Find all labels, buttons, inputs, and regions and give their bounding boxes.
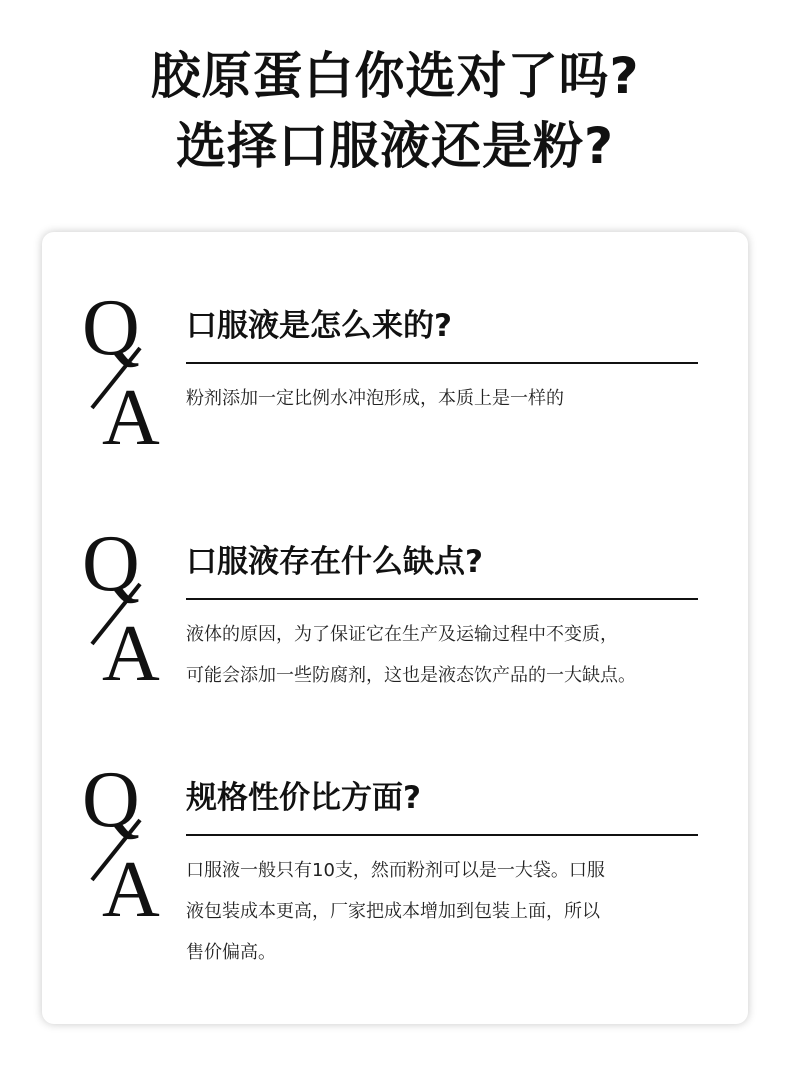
question-title: 规格性价比方面? — [186, 780, 421, 816]
qa-mark-icon — [80, 284, 170, 454]
qa-mark-icon — [80, 520, 170, 690]
answer-line: 口服液一般只有10支，然而粉剂可以是一大袋。口服 — [186, 860, 605, 881]
answer-line: 液包装成本更高，厂家把成本增加到包装上面，所以 — [186, 901, 600, 922]
answer-line: 售价偏高。 — [186, 942, 276, 963]
question-title: 口服液是怎么来的? — [186, 308, 452, 344]
qa-section — [42, 756, 748, 963]
qa-mark-q: Q — [82, 284, 140, 372]
divider — [186, 362, 698, 364]
headline-line-2: 选择口服液还是粉? — [175, 117, 614, 175]
answer-text — [186, 850, 716, 973]
qa-section — [42, 284, 748, 484]
headline-line-1: 胶原蛋白你选对了吗? — [150, 47, 640, 105]
qa-mark-a: A — [102, 846, 160, 926]
answer-text — [186, 378, 716, 419]
answer-text — [186, 614, 716, 696]
answer-line: 液体的原因，为了保证它在生产及运输过程中不变质， — [186, 624, 618, 645]
answer-line: 粉剂添加一定比例水冲泡形成，本质上是一样的 — [186, 388, 564, 409]
answer-line: 可能会添加一些防腐剂，这也是液态饮产品的一大缺点。 — [186, 665, 636, 686]
divider — [186, 834, 698, 836]
qa-section — [42, 520, 748, 720]
divider — [186, 598, 698, 600]
qa-mark-q: Q — [82, 520, 140, 608]
qa-mark-a: A — [102, 374, 160, 454]
qa-mark-a: A — [102, 610, 160, 690]
qa-card — [42, 232, 748, 1024]
qa-mark-q: Q — [82, 756, 140, 844]
qa-mark-icon — [80, 756, 170, 926]
question-title: 口服液存在什么缺点? — [186, 544, 483, 580]
